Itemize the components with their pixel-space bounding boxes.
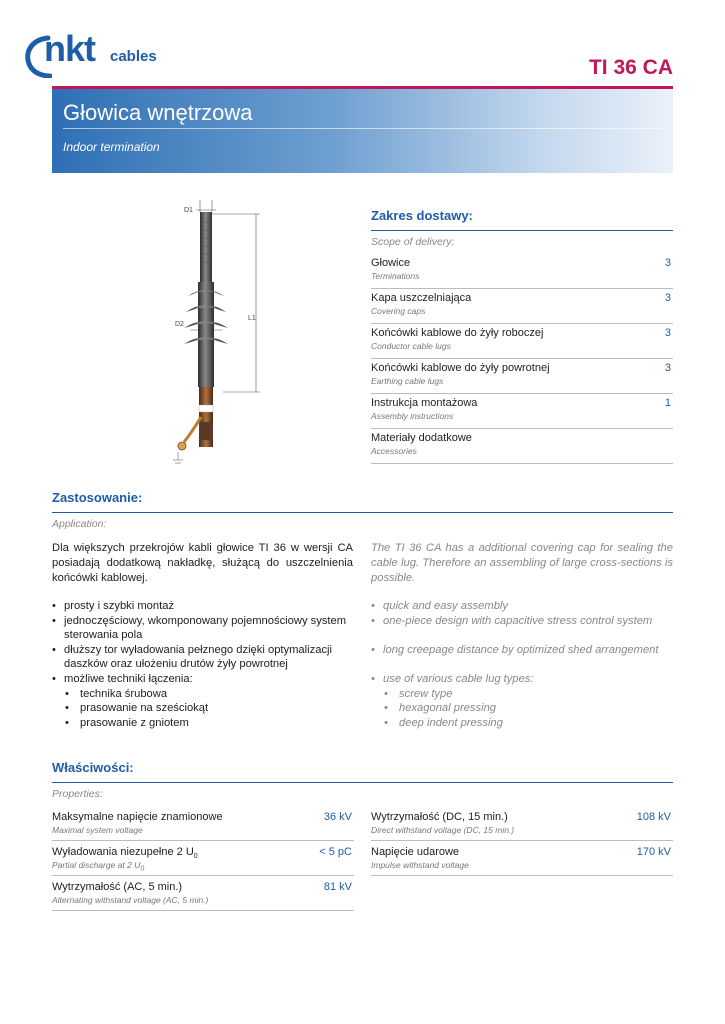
features-list-en <box>371 599 673 730</box>
list-item: • technika śrubowa <box>52 687 353 702</box>
termination-drawing <box>168 192 278 472</box>
application-divider <box>52 512 673 513</box>
earthing-lead <box>184 417 201 442</box>
property-label-en: Impulse withstand voltage <box>371 860 469 870</box>
property-value: 81 kV <box>323 881 352 893</box>
list-item: • hexagonal pressing <box>371 701 673 716</box>
item-qty: 3 <box>664 362 671 374</box>
list-item <box>371 289 673 324</box>
item-label-en: Terminations <box>371 271 420 281</box>
property-label: Wytrzymałość (AC, 5 min.) <box>52 881 183 893</box>
properties-heading: Właściwości: <box>52 760 134 775</box>
delivery-subheading: Scope of delivery: <box>371 236 455 248</box>
earthing-lug <box>178 442 186 450</box>
item-label-en: Earthing cable lugs <box>371 376 444 386</box>
delivery-divider <box>371 230 673 231</box>
features-list-pl <box>52 599 353 730</box>
item-label-en: Accessories <box>371 446 417 456</box>
cable-screen <box>199 422 213 440</box>
page-title: Głowica wnętrzowa <box>63 100 253 125</box>
property-label: Wytrzymałość (DC, 15 min.) <box>371 811 508 823</box>
cable-band <box>199 405 213 412</box>
property-label: Napięcie udarowe <box>371 846 460 858</box>
item-qty: 3 <box>664 257 671 269</box>
list-item <box>371 429 673 464</box>
property-value: < 5 pC <box>319 846 352 858</box>
property-value: 108 kV <box>636 811 671 823</box>
properties-divider <box>52 782 673 783</box>
property-label: Maksymalne napięcie znamionowe <box>52 811 223 823</box>
product-code: TI 36 CA <box>588 56 673 79</box>
application-text-en: The TI 36 CA has a additional covering cap for sealing the cable lug. Therefore an assembling of large cross-sections is possible. <box>371 542 673 584</box>
nkt-logo <box>22 28 182 84</box>
application-text-pl: Dla większych przekrojów kabli głowice TI 36 w wersji CA posiadają dodatkową nakładkę, służącą do uszczelnienia końcówki kablowej. <box>52 542 353 584</box>
table-row <box>52 806 354 841</box>
item-label: Instrukcja montażowa <box>371 397 478 409</box>
table-row <box>52 841 354 876</box>
delivery-list <box>371 254 673 464</box>
property-label: Wyładowania niezupełne 2 $U_0$ <box>52 846 198 861</box>
table-row <box>371 841 673 876</box>
list-item <box>371 359 673 394</box>
list-item: • screw type <box>371 687 673 702</box>
list-item: • prasowanie na sześciokąt <box>52 701 353 716</box>
logo-suffix: cables <box>110 48 157 65</box>
d2-label: D2 <box>175 321 184 328</box>
property-label-en: Direct withstand voltage (DC, 15 min.) <box>371 825 515 835</box>
list-item <box>371 324 673 359</box>
item-label: Końcówki kablowe do żyły powrotnej <box>371 362 550 374</box>
property-value: 36 kV <box>323 811 352 823</box>
page-subtitle: Indoor termination <box>63 140 160 154</box>
banner-divider <box>63 128 663 129</box>
logo-brand: nkt <box>44 28 95 69</box>
list-item: • use of various cable lug types: <box>371 672 673 687</box>
list-item: • long creepage distance by optimized shed arrangement <box>371 643 673 658</box>
list-item: • możliwe techniki łączenia: <box>52 672 353 687</box>
item-qty: 1 <box>664 397 671 409</box>
item-qty: 3 <box>664 292 671 304</box>
list-item: • one-piece design with capacitive stress control system <box>371 614 673 629</box>
item-label: Kapa uszczelniająca <box>371 292 472 304</box>
insulator-body <box>198 282 214 387</box>
property-label-en: Partial discharge at 2 $U_0$ <box>52 860 145 873</box>
application-heading: Zastosowanie: <box>52 490 143 505</box>
title-banner <box>52 89 673 173</box>
properties-left-column <box>52 806 354 911</box>
item-label: Materiały dodatkowe <box>371 432 472 444</box>
list-item: • prosty i szybki montaż <box>52 599 353 614</box>
property-label-en: Maximal system voltage <box>52 825 143 835</box>
d1-label: D1 <box>184 207 193 214</box>
properties-right-column <box>371 806 673 876</box>
list-item: • deep indent pressing <box>371 716 673 731</box>
list-item: • prasowanie z gniotem <box>52 716 353 731</box>
properties-subheading: Properties: <box>52 788 103 800</box>
top-connector <box>200 212 212 282</box>
item-label-en: Assembly instructions <box>371 411 454 421</box>
list-item: • dłuższy tor wyładowania pełznego dzięki optymalizacji daszków oraz ułożeniu drutów żyły powrotnej <box>52 643 353 672</box>
item-label-en: Covering caps <box>371 306 426 316</box>
table-row <box>371 806 673 841</box>
item-label: Głowice <box>371 257 411 269</box>
item-label-en: Conductor cable lugs <box>371 341 451 351</box>
table-row <box>52 876 354 911</box>
property-value: 170 kV <box>636 846 671 858</box>
item-label: Końcówki kablowe do żyły roboczej <box>371 327 544 339</box>
l1-label: L1 <box>248 315 256 322</box>
delivery-heading: Zakres dostawy: <box>371 208 473 223</box>
list-item: • quick and easy assembly <box>371 599 673 614</box>
list-item: • jednoczęściowy, wkomponowany pojemnościowy system sterowania pola <box>52 614 353 643</box>
item-qty: 3 <box>664 327 671 339</box>
application-subheading: Application: <box>52 518 107 530</box>
property-label-en: Alternating withstand voltage (AC, 5 min.) <box>52 895 209 905</box>
list-item <box>371 394 673 429</box>
list-item <box>371 254 673 289</box>
